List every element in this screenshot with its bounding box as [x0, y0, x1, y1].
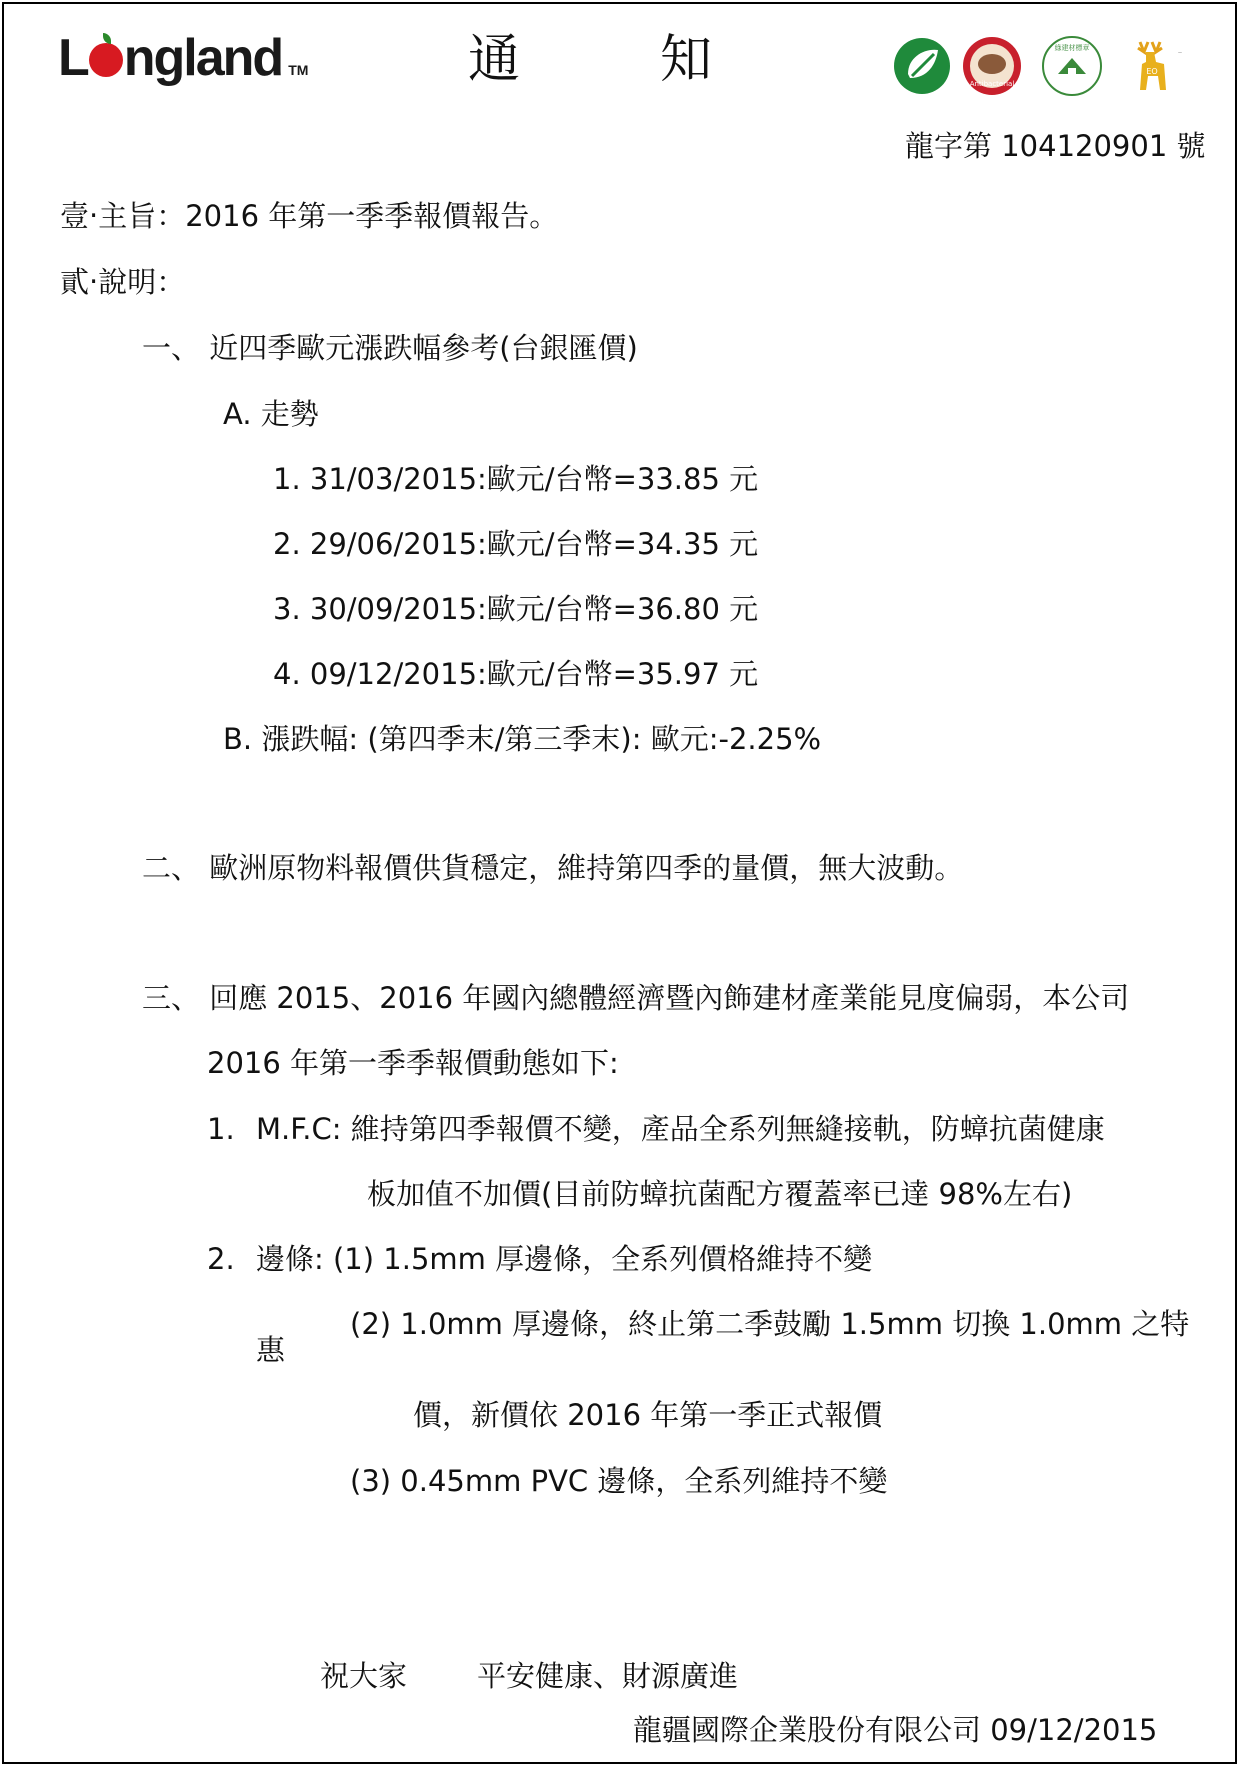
apple-icon: [89, 43, 123, 77]
deer-eo-icon: [1120, 34, 1190, 98]
subject-line: 壹‧主旨：2016 年第一季季報價報告。: [60, 199, 559, 233]
svg-text:Antibacterial: Antibacterial: [969, 80, 1015, 88]
edge-line-2-wrap: 惠: [256, 1333, 286, 1367]
mfc-number: 1.: [207, 1112, 235, 1146]
item1-change-line: B. 漲跌幅: (第四季末/第三季末): 歐元:-2.25%: [223, 722, 822, 756]
title-char-2: 知: [660, 30, 713, 90]
item3-heading-line1: 三、 回應 2015、2016 年國內總體經濟暨內飾建材產業能見度偏弱，本公司: [142, 981, 1130, 1015]
svg-text:EO: EO: [1146, 67, 1158, 76]
mfc-line-1: M.F.C: 維持第四季報價不變，產品全系列無縫接軌，防蟑抗菌健康: [256, 1112, 1105, 1146]
company-signature: 龍疆國際企業股份有限公司 09/12/2015: [633, 1713, 1158, 1747]
edge-line-3: 價，新價依 2016 年第一季正式報價: [413, 1398, 883, 1432]
green-building-material-icon: [1040, 34, 1104, 98]
item1-heading: 一、 近四季歐元漲跌幅參考(台銀匯價): [142, 331, 638, 365]
green-mark-icon: [890, 34, 954, 98]
mfc-line-2: 板加值不加價(目前防蟑抗菌配方覆蓋率已達 98%左右): [367, 1177, 1073, 1211]
svg-text:綠建材標章: 綠建材標章: [1054, 44, 1090, 52]
antibacterial-icon: [960, 34, 1024, 98]
brand-logo: L ngland TM: [58, 29, 309, 87]
brand-tm: TM: [288, 62, 309, 78]
edge-number: 2.: [207, 1242, 235, 1276]
rate-line-1: 1. 31/03/2015:歐元/台幣=33.85 元: [273, 462, 759, 496]
rate-line-4: 4. 09/12/2015:歐元/台幣=35.97 元: [273, 657, 759, 691]
item1-trend-label: A. 走勢: [223, 397, 319, 431]
explanation-label: 貳‧說明：: [60, 265, 186, 299]
edge-line-1: 邊條: (1) 1.5mm 厚邊條，全系列價格維持不變: [256, 1242, 873, 1276]
svg-text:—: —: [1178, 50, 1182, 55]
rate-line-3: 3. 30/09/2015:歐元/台幣=36.80 元: [273, 592, 759, 626]
item3-heading-line2: 2016 年第一季季報價動態如下:: [207, 1046, 619, 1080]
rate-line-2: 2. 29/06/2015:歐元/台幣=34.35 元: [273, 527, 759, 561]
item2-line: 二、 歐洲原物料報價供貨穩定，維持第四季的量價，無大波動。: [142, 851, 964, 885]
doc-number: 龍字第 104120901 號: [905, 129, 1206, 163]
edge-line-4: (3) 0.45mm PVC 邊條，全系列維持不變: [350, 1464, 888, 1498]
closing-prefix: 祝大家: [320, 1659, 408, 1693]
title-char-1: 通: [468, 30, 521, 90]
edge-line-2: (2) 1.0mm 厚邊條，終止第二季鼓勵 1.5mm 切換 1.0mm 之特: [350, 1307, 1190, 1341]
closing-wish: 平安健康、財源廣進: [477, 1659, 739, 1693]
